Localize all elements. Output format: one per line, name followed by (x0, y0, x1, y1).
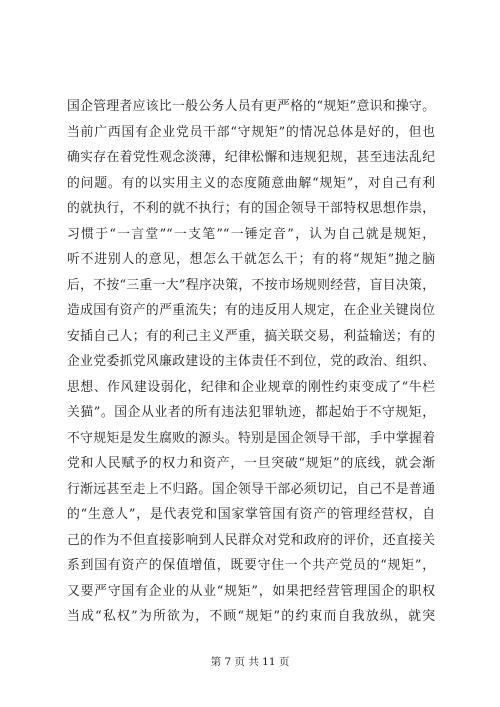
text-line: 的“生意人”，是代表党和国家掌管国有资产的管理经营权，自 (67, 507, 435, 522)
text-line: 系到国有资产的保值增值，既要守住一个共产党员的“规矩”， (67, 558, 435, 573)
text-line: 习惯于“一言堂”“一支笔”“一锤定音”，认为自己就是规矩， (67, 226, 435, 242)
text-line: 行渐远甚至走上不归路。国企领导干部必须切记，自己不是普通 (67, 481, 435, 497)
text-line: 确实存在着党性观念淡薄，纪律松懈和违规犯规，甚至违法乱纪 (67, 150, 435, 165)
text-line: 的就执行，不利的就不执行；有的国企领导干部特权思想作祟， (67, 201, 435, 216)
text-line: 后，不按“三重一大”程序决策，不按市场规则经营，盲目决策， (67, 277, 435, 293)
text-line: 当成“私权”为所欲为，不顾“规矩”的约束而自我放纵，就突 (67, 609, 435, 624)
text-line: 安插自己人；有的利己主义严重，搞关联交易，利益输送；有的 (67, 328, 435, 344)
body-text (67, 94, 435, 630)
text-line: 造成国有资产的严重流失；有的违反用人规定，在企业关键岗位 (67, 303, 435, 318)
page-number-footer: 第 7 页 共 11 页 (210, 656, 290, 668)
text-line: 国企管理者应该比一般公务人员有更严格的“规矩”意识和操守。 (67, 99, 435, 114)
text-line: 不守规矩是发生腐败的源头。特别是国企领导干部，手中掌握着 (67, 430, 435, 446)
text-line: 当前广西国有企业党员干部“守规矩”的情况总体是好的，但也 (67, 124, 435, 140)
text-line: 党和人民赋予的权力和资产，一旦突破“规矩”的底线，就会渐 (67, 456, 435, 471)
text-line: 听不进别人的意见，想怎么干就怎么干；有的将“规矩”抛之脑 (67, 252, 435, 267)
text-line: 的问题。有的以实用主义的态度随意曲解“规矩”，对自己有利 (67, 175, 435, 191)
text-line: 企业党委抓党风廉政建设的主体责任不到位，党的政治、组织、 (67, 354, 435, 369)
text-line: 己的作为不但直接影响到人民群众对党和政府的评价，还直接关 (67, 532, 435, 548)
text-line: 又要严守国有企业的从业“规矩”，如果把经营管理国企的职权 (67, 583, 435, 599)
text-line: 思想、作风建设弱化，纪律和企业规章的刚性约束变成了“牛栏 (67, 379, 435, 395)
text-line: 关猫”。国企从业者的所有违法犯罪轨迹，都起始于不守规矩， (67, 405, 435, 420)
